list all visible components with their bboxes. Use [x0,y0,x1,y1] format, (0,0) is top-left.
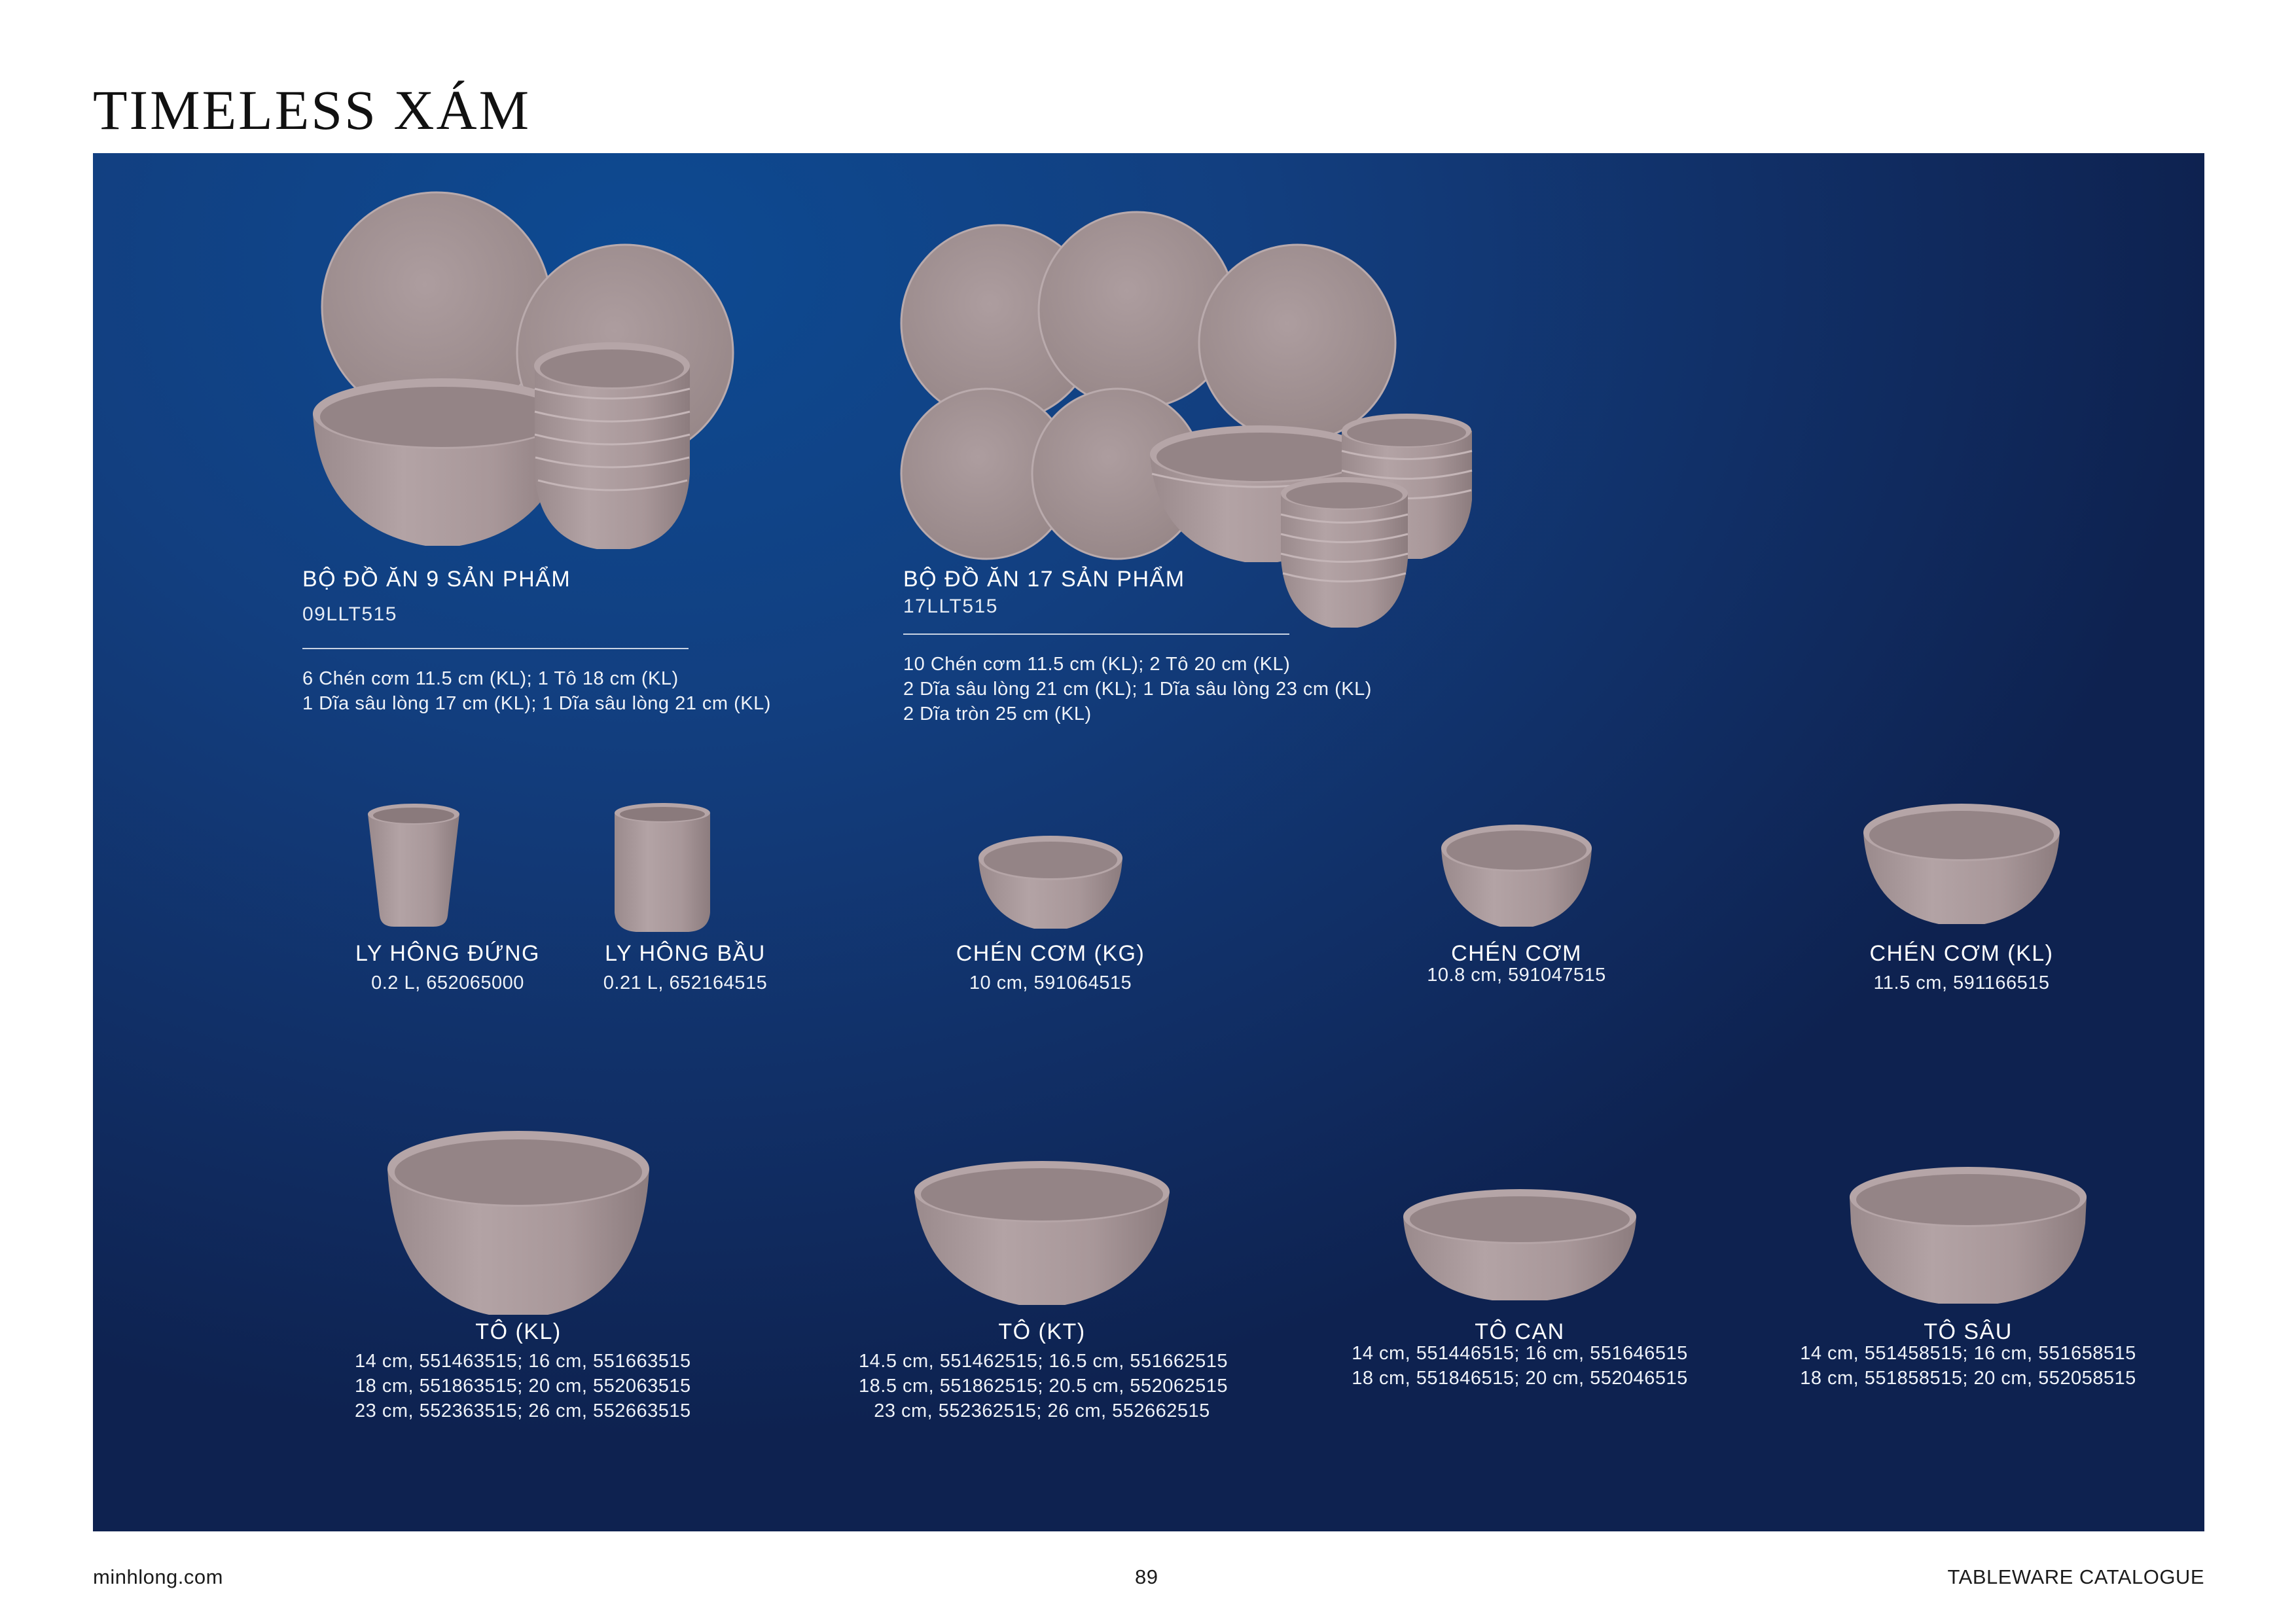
item-bowl-kt [859,1319,1228,1423]
set-17-name: BỘ ĐỒ ĂN 17 SẢN PHẨM [903,567,1185,592]
set-17-line-2: 2 Dĩa sâu lòng 21 cm (KL); 1 Dĩa sâu lòng 23 cm (KL) [903,679,1372,700]
item-bowl-deep [1795,1319,2142,1391]
item-rice-bowl-kl-name: CHÉN CƠM (KL) [1869,941,2054,966]
item-bowl-kt-spec-1: 14.5 cm, 551462515; 16.5 cm, 551662515 [859,1351,1228,1372]
set-9-divider [302,648,689,649]
item-rice-bowl-kg-name: CHÉN CƠM (KG) [956,941,1145,966]
item-bowl-kl-name: TÔ (KL) [475,1319,562,1344]
set-17-line-1: 10 Chén cơm 11.5 cm (KL); 2 Tô 20 cm (KL) [903,654,1291,675]
item-rice-bowl [1386,941,1647,988]
item-bowl-kl-spec-2: 18 cm, 551863515; 20 cm, 552063515 [355,1376,691,1397]
item-bowl-kt-name: TÔ (KT) [998,1319,1086,1344]
rice-bowl-kl-image [1860,801,2063,932]
item-cup-straight-spec: 0.2 L, 652065000 [371,972,524,993]
rice-bowl-illustration [1438,821,1595,933]
item-cup-rounded [587,941,783,995]
item-bowl-deep-spec-1: 14 cm, 551458515; 16 cm, 551658515 [1800,1343,2136,1364]
item-rice-bowl-spec: 10.8 cm, 591047515 [1427,965,1606,986]
item-bowl-kt-spec-3: 23 cm, 552362515; 26 cm, 552662515 [874,1400,1210,1421]
set-9-name: BỘ ĐỒ ĂN 9 SẢN PHẨM [302,567,571,592]
set-17-code: 17LLT515 [903,596,998,617]
set-17-description [903,652,1372,726]
item-cup-rounded-name: LY HÔNG BẦU [605,941,766,966]
item-bowl-kl-spec-3: 23 cm, 552363515; 26 cm, 552663515 [355,1400,691,1421]
bowl-shallow-illustration [1401,1184,1639,1308]
page-title: TIMELESS XÁM [93,79,531,141]
item-bowl-kt-spec-2: 18.5 cm, 551862515; 20.5 cm, 552062515 [859,1376,1228,1397]
rice-bowl-image [1438,821,1595,933]
set-9-code: 09LLT515 [302,603,397,625]
cup-straight-illustration [361,801,466,932]
item-bowl-deep-spec-2: 18 cm, 551858515; 20 cm, 552058515 [1800,1368,2136,1389]
set-9-line-2: 1 Dĩa sâu lòng 17 cm (KL); 1 Dĩa sâu lòng 21 cm (KL) [302,693,771,714]
cup-rounded-illustration [607,801,718,938]
item-cup-straight-name: LY HÔNG ĐỨNG [355,941,540,966]
cup-rounded-image [607,801,718,938]
item-bowl-shallow [1346,1319,1693,1391]
item-rice-bowl-kg-spec: 10 cm, 591064515 [969,972,1132,993]
footer-website[interactable]: minhlong.com [93,1565,223,1588]
item-bowl-shallow-spec-1: 14 cm, 551446515; 16 cm, 551646515 [1352,1343,1688,1364]
item-bowl-shallow-name: TÔ CẠN [1475,1319,1565,1344]
bowl-deep-image [1847,1161,2089,1311]
product-panel [93,153,2204,1531]
set-17-line-3: 2 Dĩa tròn 25 cm (KL) [903,704,1092,724]
footer-page-number: 89 [1135,1565,1158,1588]
item-rice-bowl-kl [1831,941,2092,995]
item-rice-bowl-kg [920,941,1181,995]
item-cup-rounded-spec: 0.21 L, 652164515 [603,972,768,993]
bowl-kl-illustration [384,1128,653,1325]
item-bowl-kl [355,1319,691,1423]
item-rice-bowl-name: CHÉN CƠM [1451,941,1582,966]
item-bowl-kl-spec-1: 14 cm, 551463515; 16 cm, 551663515 [355,1351,691,1372]
rice-bowl-kg-image [975,830,1126,935]
item-cup-straight [350,941,546,995]
bowl-kl-image [384,1128,653,1325]
rice-bowl-kl-illustration [1860,801,2063,932]
cup-straight-image [361,801,466,932]
item-rice-bowl-kl-spec: 11.5 cm, 591166515 [1873,972,2050,993]
bowl-kt-illustration [911,1158,1173,1315]
item-bowl-shallow-spec-2: 18 cm, 551846515; 20 cm, 552046515 [1352,1368,1688,1389]
bowl-deep-illustration [1847,1161,2089,1311]
bowl-shallow-image [1401,1184,1639,1308]
footer-catalogue: TABLEWARE CATALOGUE [1947,1565,2204,1588]
set-17-divider [903,633,1289,635]
rice-bowl-kg-illustration [975,830,1126,935]
set-9-description [302,666,771,716]
item-bowl-deep-name: TÔ SÂU [1924,1319,2013,1344]
bowl-kt-image [911,1158,1173,1315]
set-9-line-1: 6 Chén cơm 11.5 cm (KL); 1 Tô 18 cm (KL) [302,668,679,689]
